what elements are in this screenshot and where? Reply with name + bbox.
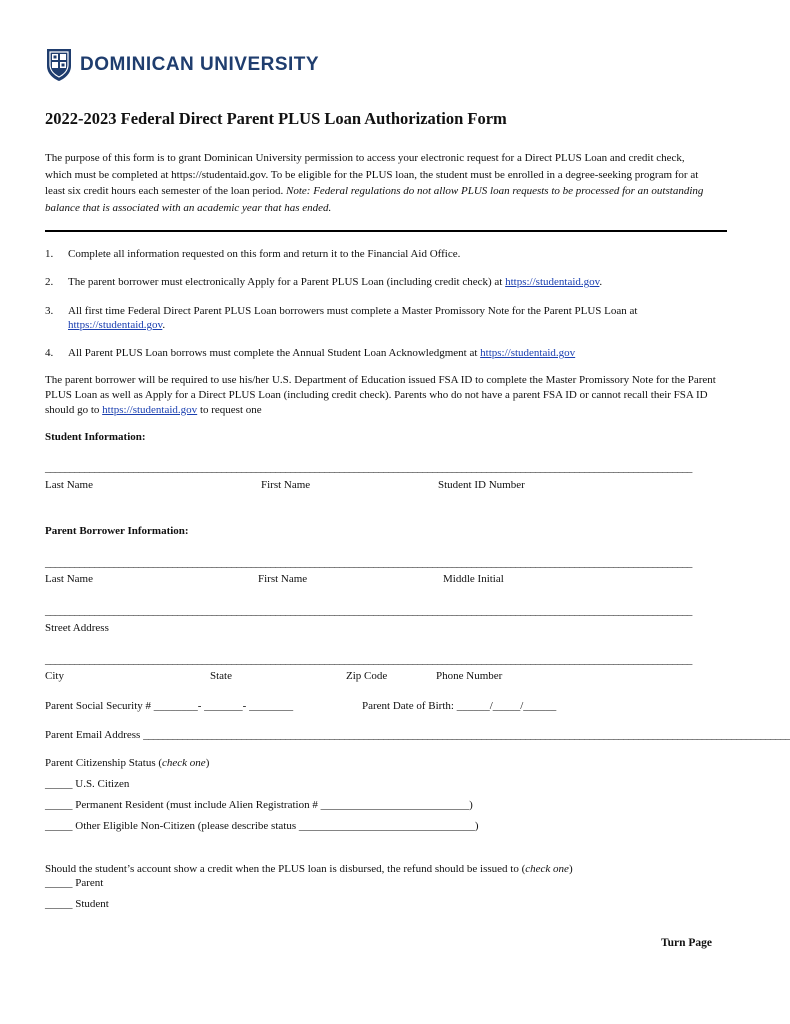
paren-close: ) [568,863,573,875]
studentaid-link[interactable]: https://studentaid.gov [102,404,198,416]
student-id-label: Student ID Number [438,479,525,491]
divider [45,230,727,232]
street-address-line[interactable]: ____________________________________________________________________________________________________________________________________ [45,605,692,617]
university-logo [46,48,319,82]
parent-info-heading: Parent Borrower Information: [45,525,189,537]
intro-note: Note: Federal regulations do not allow PLUS loan requests to be processed for an outstanding balance that is associated with an academic year that has ended. [45,185,704,214]
studentaid-link[interactable]: https://studentaid.gov [68,319,163,331]
zip-label: Zip Code [346,670,388,682]
city-line[interactable]: ____________________________________________________________________________________________________________________________________ [45,654,692,666]
step-text: Complete all information requested on this form and return it to the Financial Aid Office. [68,248,461,260]
student-name-line[interactable]: ____________________________________________________________________________________________________________________________________ [45,462,692,474]
intro-text: The purpose of this form is to grant Dominican University permission to access your electronic request for a Direct PLUS Loan and credit check, which must be completed at https://studentaid.gov. To be eligible for the PLUS loan, the student must be enrolled in a degree-seeking program for at least six credit hours each semester of the loan period. [45,152,699,197]
parent-middle-initial-label: Middle Initial [443,573,504,585]
fsa-text: The parent borrower will be required to use his/her U.S. Department of Education issued FSA ID to complete the Master Promissory Note for the Parent PLUS Loan as well as Apply for a Direct PLUS Loan (including credit check). Parents who do not have a parent FSA ID or cannot recall their FSA ID should go to [45,374,716,416]
dob-field[interactable]: Parent Date of Birth: ______/_____/______ [362,700,557,712]
step-text: All first time Federal Direct Parent PLUS Loan borrowers must complete a Master Promissory Note for the Parent PLUS Loan at [68,305,638,317]
step-number: 3. [45,305,54,317]
step-after: . [162,319,166,331]
city-label: City [45,670,64,682]
check-one-note: check one [525,863,569,875]
citizenship-option-citizen[interactable]: _____ U.S. Citizen [45,778,130,790]
citizenship-option-other[interactable]: _____ Other Eligible Non-Citizen (please describe status ________________________________) [45,820,479,832]
citizenship-label [45,757,209,769]
shield-crest-icon [46,48,72,82]
fsa-after: to request one [197,404,262,416]
studentaid-link[interactable]: https://studentaid.gov [505,276,600,288]
step-number: 2. [45,276,54,288]
ssn-field[interactable]: Parent Social Security # ________- _______- ________ [45,700,294,712]
street-address-label: Street Address [45,622,109,634]
paren-close: ) [205,757,210,769]
turn-page-label: Turn Page [660,937,712,949]
email-field[interactable] [45,729,790,741]
state-label: State [210,670,232,682]
citizenship-label-text: Parent Citizenship Status ( [45,757,163,769]
refund-question-text: Should the student’s account show a credit when the PLUS loan is disbursed, the refund should be issued to ( [45,863,526,875]
parent-first-name-label: First Name [258,573,308,585]
refund-question [45,863,573,875]
step-after: . [599,276,603,288]
parent-last-name-label: Last Name [45,573,93,585]
step-text: The parent borrower must electronically Apply for a Parent PLUS Loan (including credit check) at [68,276,506,288]
student-last-name-label: Last Name [45,479,93,491]
student-first-name-label: First Name [261,479,311,491]
intro-paragraph [45,150,705,216]
step-number: 4. [45,347,54,359]
refund-option-parent[interactable]: _____ Parent [45,877,104,889]
fsa-paragraph [45,373,730,418]
studentaid-link[interactable]: https://studentaid.gov [480,347,576,359]
parent-name-line[interactable]: ____________________________________________________________________________________________________________________________________ [45,557,692,569]
citizenship-option-resident[interactable]: _____ Permanent Resident (must include Alien Registration # ___________________________) [45,799,473,811]
phone-label: Phone Number [436,670,503,682]
step-number: 1. [45,248,54,260]
step-text: All Parent PLUS Loan borrows must complete the Annual Student Loan Acknowledgment at [68,347,481,359]
logo-text: DOMINICAN UNIVERSITY [80,54,320,75]
form-title: 2022-2023 Federal Direct Parent PLUS Loan Authorization Form [45,109,507,128]
check-one-note: check one [162,757,206,769]
student-info-heading: Student Information: [45,431,146,443]
refund-option-student[interactable]: _____ Student [45,898,109,910]
email-line[interactable]: ____________________________________________________________________________________________________________________________________ [143,729,790,741]
email-label: Parent Email Address [45,729,141,741]
